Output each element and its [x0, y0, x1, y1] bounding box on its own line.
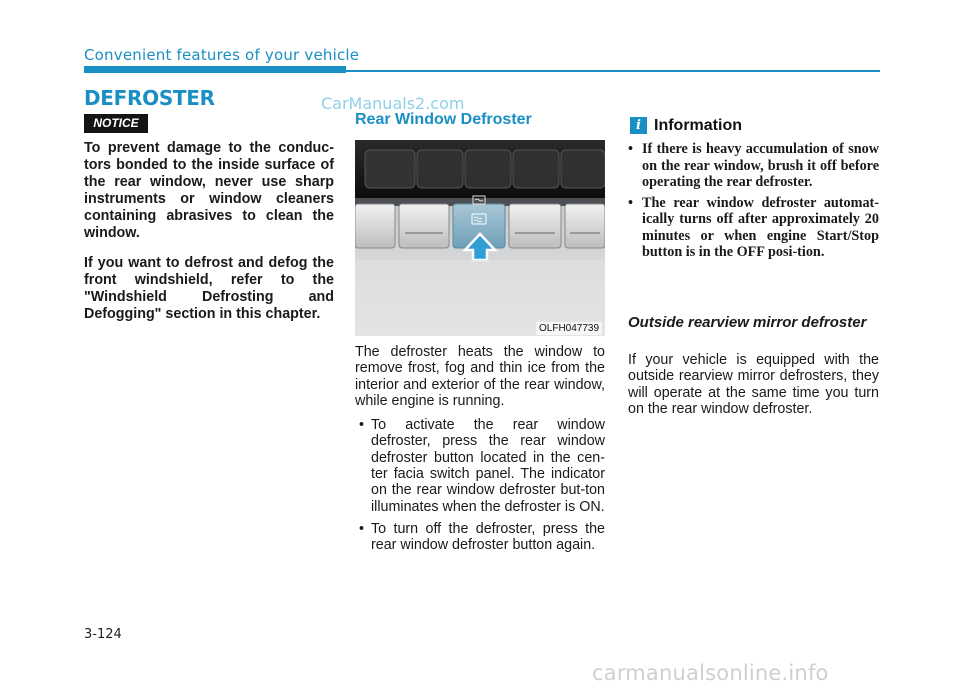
- bullet-text: To turn off the defroster, press the rear window defroster button again.: [371, 520, 605, 554]
- notice-paragraph: To prevent damage to the conduc-tors bonded to the inside surface of the rear window, never use sharp instruments or window cleaners containing abrasives to clean the window.: [84, 140, 334, 241]
- bullet-dot: •: [359, 417, 365, 434]
- switch-panel-illustration: [355, 140, 605, 336]
- information-title: Information: [654, 117, 742, 134]
- header-rule: [346, 70, 880, 72]
- information-list: [628, 141, 879, 265]
- notice-text: [84, 140, 334, 336]
- bullet-text: To activate the rear window defroster, press the rear window defroster button located in the cen-ter facia switch panel. The indicator on the rear window defroster but-ton illuminates when the defroster is ON.: [371, 417, 605, 515]
- page-number: 3-124: [84, 627, 122, 642]
- rear-defroster-intro: The defroster heats the window to remove frost, fog and thin ice from the interior and exterior of the rear window, while engine is running.: [355, 344, 605, 409]
- list-item: [355, 417, 605, 515]
- list-item: [628, 195, 879, 261]
- outside-mirror-title: Outside rearview mirror defroster: [628, 314, 867, 331]
- list-item: [628, 141, 879, 191]
- list-item: [355, 521, 605, 554]
- header-accent-bar: [84, 66, 346, 73]
- outside-mirror-body: If your vehicle is equipped with the outside rearview mirror defrosters, they will operate at the same time you turn on the rear window defroster.: [628, 352, 879, 417]
- defroster-button-figure: [355, 140, 605, 336]
- footer-watermark: carmanualsonline.info: [592, 661, 829, 685]
- rear-defroster-title: Rear Window Defroster: [355, 111, 532, 128]
- notice-badge: NOTICE: [84, 114, 148, 133]
- bullet-dot: •: [628, 194, 633, 211]
- bullet-dot: •: [359, 520, 365, 537]
- rear-defroster-body: [355, 344, 605, 560]
- top-watermark: CarManuals2.com: [321, 94, 465, 113]
- info-icon: i: [630, 117, 647, 134]
- notice-paragraph: If you want to defrost and defog the front windshield, refer to the "Windshield Defrosting and Defogging" section in this chapter.: [84, 255, 334, 322]
- section-title: DEFROSTER: [84, 86, 215, 110]
- bullet-text: If there is heavy accumulation of snow on the rear window, brush it off before operating the rear defroster.: [642, 141, 879, 190]
- bullet-dot: •: [628, 141, 633, 157]
- bullet-text: The rear window defroster automat-ically turns off after approximately 20 minutes or when engine Start/Stop button is in the OFF posi-tion.: [642, 194, 879, 260]
- chapter-title: Convenient features of your vehicle: [84, 46, 360, 64]
- figure-code: OLFH047739: [536, 322, 602, 335]
